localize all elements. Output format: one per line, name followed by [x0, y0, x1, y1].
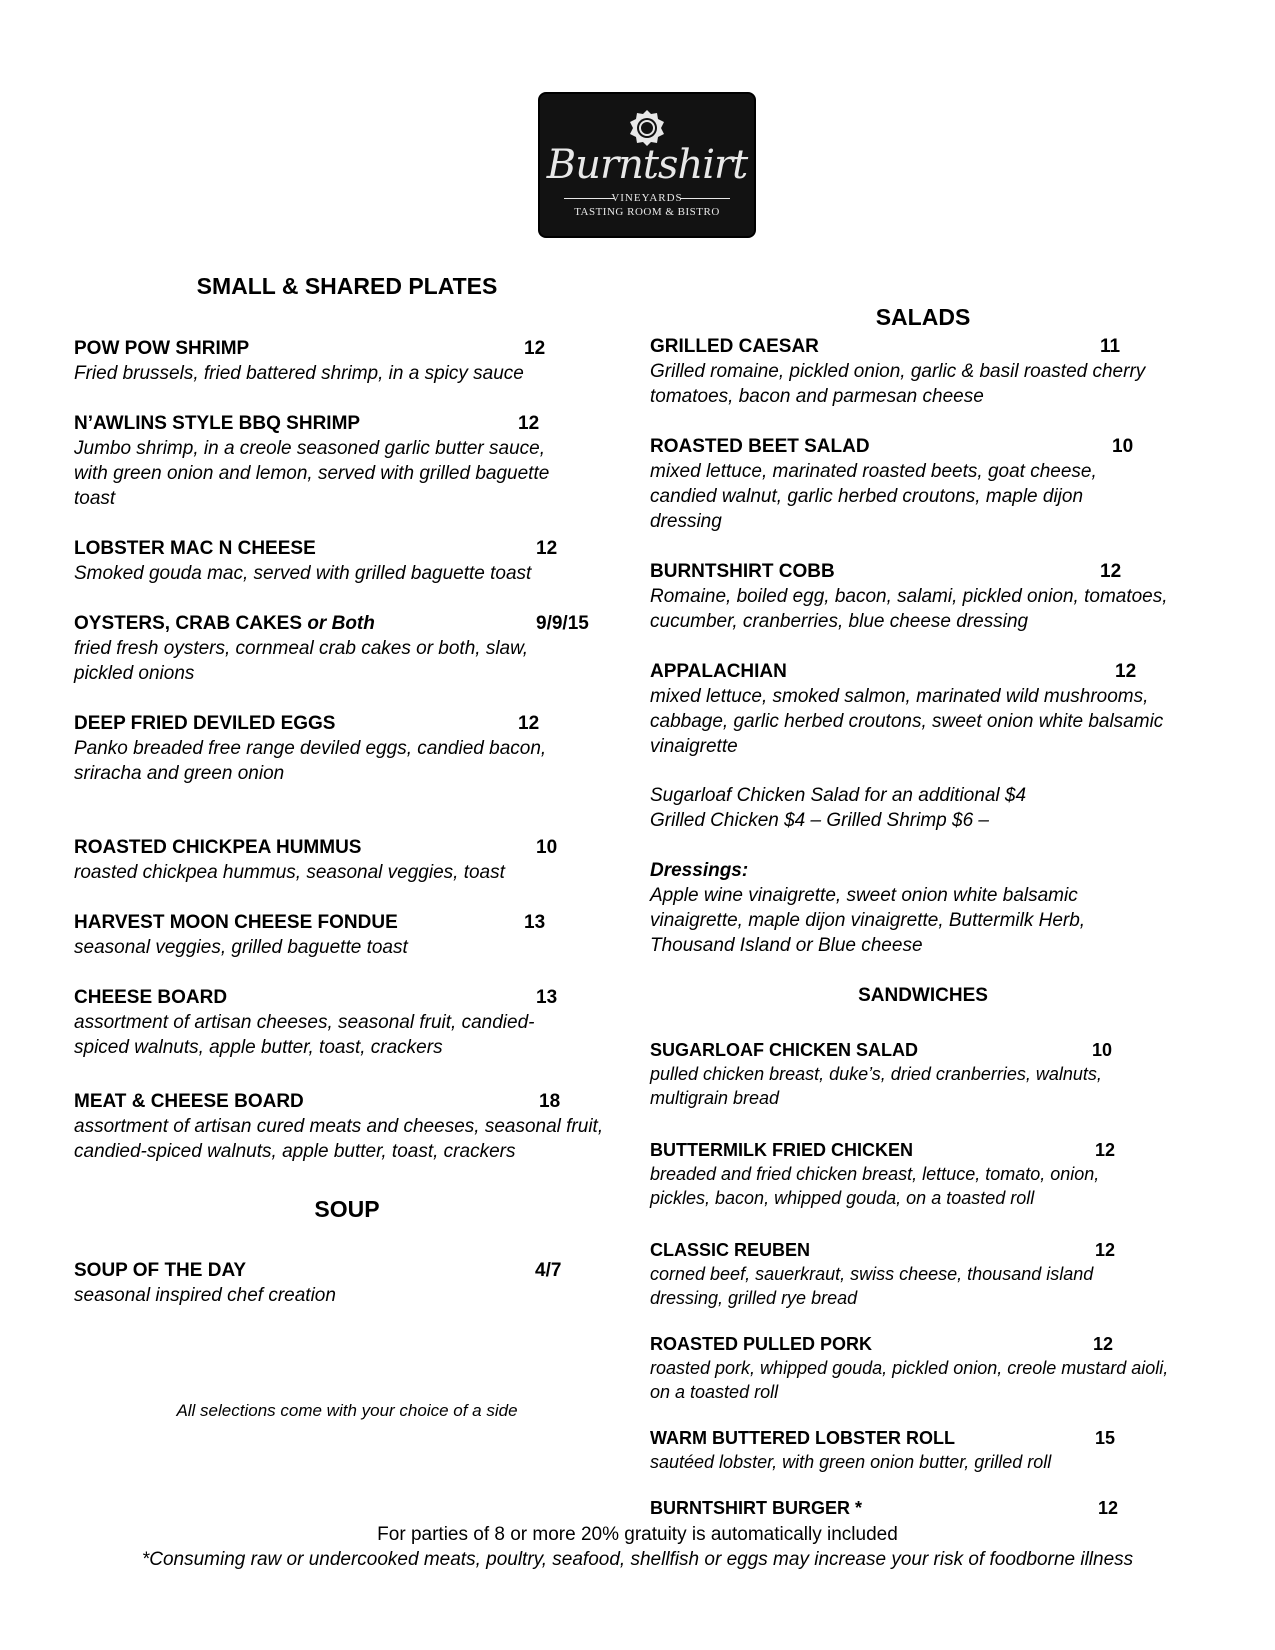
item-name: WARM BUTTERED LOBSTER ROLL [650, 1428, 955, 1448]
item-price: 10 [1112, 436, 1134, 457]
item-name: BURNTSHIRT BURGER * [650, 1498, 863, 1518]
item-name: HARVEST MOON CHEESE FONDUE [74, 912, 398, 933]
item-price: 12 [536, 538, 558, 559]
menu-item [74, 336, 574, 386]
item-description: sautéed lobster, with green onion butter, grilled roll [650, 1452, 1052, 1472]
item-price: 12 [1095, 1240, 1116, 1260]
menu-item [74, 1258, 584, 1308]
food-safety-warning: *Consuming raw or undercooked meats, poultry, seafood, shellfish or eggs may increase your risk of foodborne illness [141, 1549, 1134, 1570]
item-description: Smoked gouda mac, served with grilled baguette toast [74, 563, 532, 584]
item-description: roasted pork, whipped gouda, pickled onion, creole mustard aioli, on a toasted roll [650, 1358, 1169, 1402]
salad-addon: Grilled Chicken $4 – Grilled Shrimp $6 – [650, 810, 989, 831]
dressings-label: Dressings: [650, 860, 749, 881]
item-description: Panko breaded free range deviled eggs, candied bacon, sriracha and green onion [74, 738, 547, 784]
item-price: 12 [1093, 1334, 1114, 1354]
item-name: ROASTED BEET SALAD [650, 436, 870, 457]
menu-item [74, 910, 584, 960]
item-price: 9/9/15 [536, 613, 589, 634]
item-description: Fried brussels, fried battered shrimp, in a spicy sauce [74, 363, 524, 384]
item-description: assortment of artisan cheeses, seasonal fruit, candied-spiced walnuts, apple butter, toast, crackers [74, 1012, 535, 1058]
menu-item [650, 1039, 1150, 1110]
item-description: Grilled romaine, pickled onion, garlic & basil roasted cherry tomatoes, bacon and parmesan cheese [650, 361, 1146, 407]
item-name: BUTTERMILK FRIED CHICKEN [650, 1140, 913, 1160]
item-price: 13 [536, 987, 558, 1008]
item-name: APPALACHIAN [650, 661, 787, 682]
item-name: DEEP FRIED DEVILED EGGS [74, 713, 336, 734]
item-price: 11 [1100, 336, 1121, 357]
item-name: CLASSIC REUBEN [650, 1240, 811, 1260]
item-price: 12 [1095, 1140, 1116, 1160]
item-name-main: OYSTERS, CRAB CAKES [74, 613, 303, 634]
section-title-soup: SOUP [314, 1196, 380, 1222]
item-price: 15 [1095, 1428, 1116, 1448]
item-description: Romaine, boiled egg, bacon, salami, pickled onion, tomatoes, cucumber, cranberries, blue cheese dressing [650, 586, 1168, 632]
item-description: breaded and fried chicken breast, lettuce, tomato, onion, pickles, bacon, whipped gouda, on a toasted roll [650, 1164, 1100, 1208]
item-name: N’AWLINS STYLE BBQ SHRIMP [74, 413, 361, 434]
section-title-salads: SALADS [875, 304, 971, 330]
item-price: 12 [524, 338, 546, 359]
item-name: CHEESE BOARD [74, 987, 228, 1008]
menu-item [650, 1139, 1150, 1210]
item-description: assortment of artisan cured meats and cheeses, seasonal fruit, candied-spiced walnuts, apple butter, toast, crackers [74, 1116, 604, 1162]
item-name: GRILLED CAESAR [650, 336, 819, 357]
item-description: seasonal inspired chef creation [74, 1285, 336, 1306]
item-name-suffix: or Both [307, 613, 375, 634]
item-name: SUGARLOAF CHICKEN SALAD [650, 1040, 918, 1060]
item-price: 12 [1098, 1498, 1119, 1518]
menu-item [650, 559, 1170, 634]
item-name: LOBSTER MAC N CHEESE [74, 538, 316, 559]
logo-line1: VINEYARDS [611, 192, 683, 204]
item-description: mixed lettuce, smoked salmon, marinated wild mushrooms, cabbage, garlic herbed croutons, sweet onion white balsamic vinaigrette [650, 686, 1164, 757]
item-price: 12 [1115, 661, 1137, 682]
menu-item [650, 1427, 1170, 1474]
item-price: 12 [518, 413, 540, 434]
item-name: MEAT & CHEESE BOARD [74, 1091, 304, 1112]
menu-item [74, 411, 584, 511]
item-description: seasonal veggies, grilled baguette toast [74, 937, 408, 958]
section-title-small-plates: SMALL & SHARED PLATES [196, 273, 498, 299]
item-description: roasted chickpea hummus, seasonal veggies, toast [74, 862, 505, 883]
menu-item [650, 1239, 1150, 1310]
menu-item [650, 334, 1190, 409]
item-name: POW POW SHRIMP [74, 338, 250, 359]
item-description: corned beef, sauerkraut, swiss cheese, thousand island dressing, grilled rye bread [650, 1264, 1094, 1308]
item-price: 12 [1100, 561, 1122, 582]
item-price: 4/7 [535, 1260, 562, 1281]
menu-item [74, 835, 584, 885]
item-name: SOUP OF THE DAY [74, 1260, 247, 1281]
item-description: mixed lettuce, marinated roasted beets, goat cheese, candied walnut, garlic herbed croutons, maple dijon dressing [650, 461, 1097, 532]
item-name: BURNTSHIRT COBB [650, 561, 835, 582]
item-price: 10 [1092, 1040, 1113, 1060]
item-price: 10 [536, 837, 558, 858]
gratuity-note: For parties of 8 or more 20% gratuity is automatically included [377, 1524, 898, 1545]
menu-item [650, 1497, 1119, 1520]
side-note: All selections come with your choice of a side [176, 1401, 518, 1420]
menu-item [650, 659, 1195, 759]
item-price: 12 [518, 713, 540, 734]
logo [540, 94, 754, 236]
menu-item [74, 985, 558, 1060]
item-description: Jumbo shrimp, in a creole seasoned garlic butter sauce, with green onion and lemon, served with grilled baguette toast [74, 438, 550, 509]
item-name: ROASTED PULLED PORK [650, 1334, 873, 1354]
menu-item [74, 536, 584, 586]
salad-addon: Sugarloaf Chicken Salad for an additional $4 [650, 785, 1027, 806]
logo-brand: Burntshirt [546, 142, 748, 188]
menu-item [650, 1333, 1170, 1404]
menu-item [74, 611, 589, 686]
item-description: pulled chicken breast, duke’s, dried cranberries, walnuts, multigrain bread [650, 1064, 1102, 1108]
menu-item [74, 1089, 604, 1164]
menu-item [650, 434, 1150, 534]
item-description: fried fresh oysters, cornmeal crab cakes or both, slaw, pickled onions [74, 638, 529, 684]
logo-line2: TASTING ROOM & BISTRO [574, 206, 720, 218]
item-name [74, 611, 564, 636]
item-price: 13 [524, 912, 546, 933]
section-title-sandwiches: SANDWICHES [858, 985, 988, 1006]
item-price: 18 [539, 1091, 561, 1112]
dressings-list: Apple wine vinaigrette, sweet onion white balsamic vinaigrette, maple dijon vinaigrette, Buttermilk Herb, Thousand Island or Blue cheese [650, 885, 1086, 956]
menu-item [74, 711, 574, 786]
item-name: ROASTED CHICKPEA HUMMUS [74, 837, 362, 858]
